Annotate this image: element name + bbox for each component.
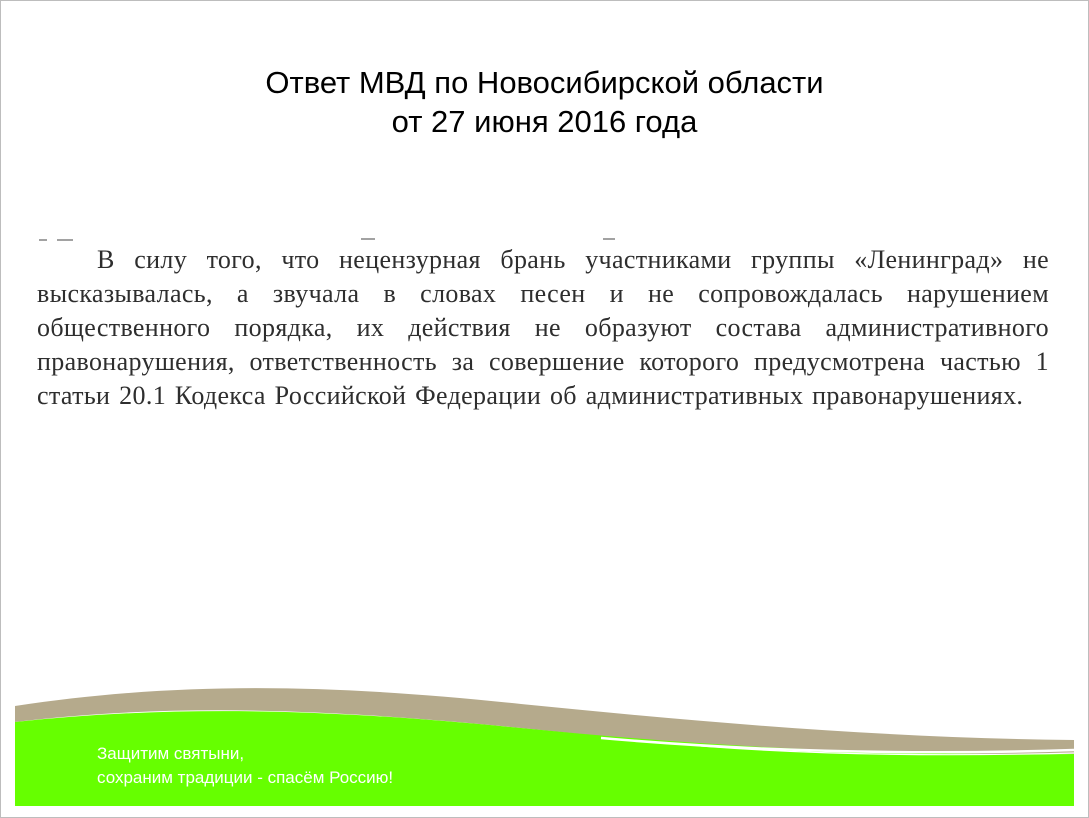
- slide-title-line-2: от 27 июня 2016 года: [391, 104, 698, 139]
- footer-slogan: [97, 742, 393, 790]
- scan-artifact: [57, 239, 73, 241]
- scanned-document-excerpt: [37, 231, 1049, 451]
- slide-title-line-1: Ответ МВД по Новосибирской области: [265, 65, 824, 100]
- slide-title: [1, 63, 1088, 141]
- scan-artifact: [603, 238, 615, 240]
- document-paragraph: В силу того, что нецензурная брань участниками группы «Ленинград» не высказывалась, а звучала в словах песен и не сопровождалась нарушением общественного порядка, их действия не образуют состава административного правонарушения, ответственность за совершение которого предусмотрена частью 1 статьи 20.1 Кодекса Российской Федерации об административных правонарушениях.: [37, 245, 1049, 410]
- footer-slogan-line-1: Защитим святыни,: [97, 744, 245, 763]
- footer-slogan-line-2: сохраним традиции - спасём Россию!: [97, 768, 394, 787]
- scan-artifact: [39, 239, 47, 241]
- scan-artifact: [361, 238, 375, 240]
